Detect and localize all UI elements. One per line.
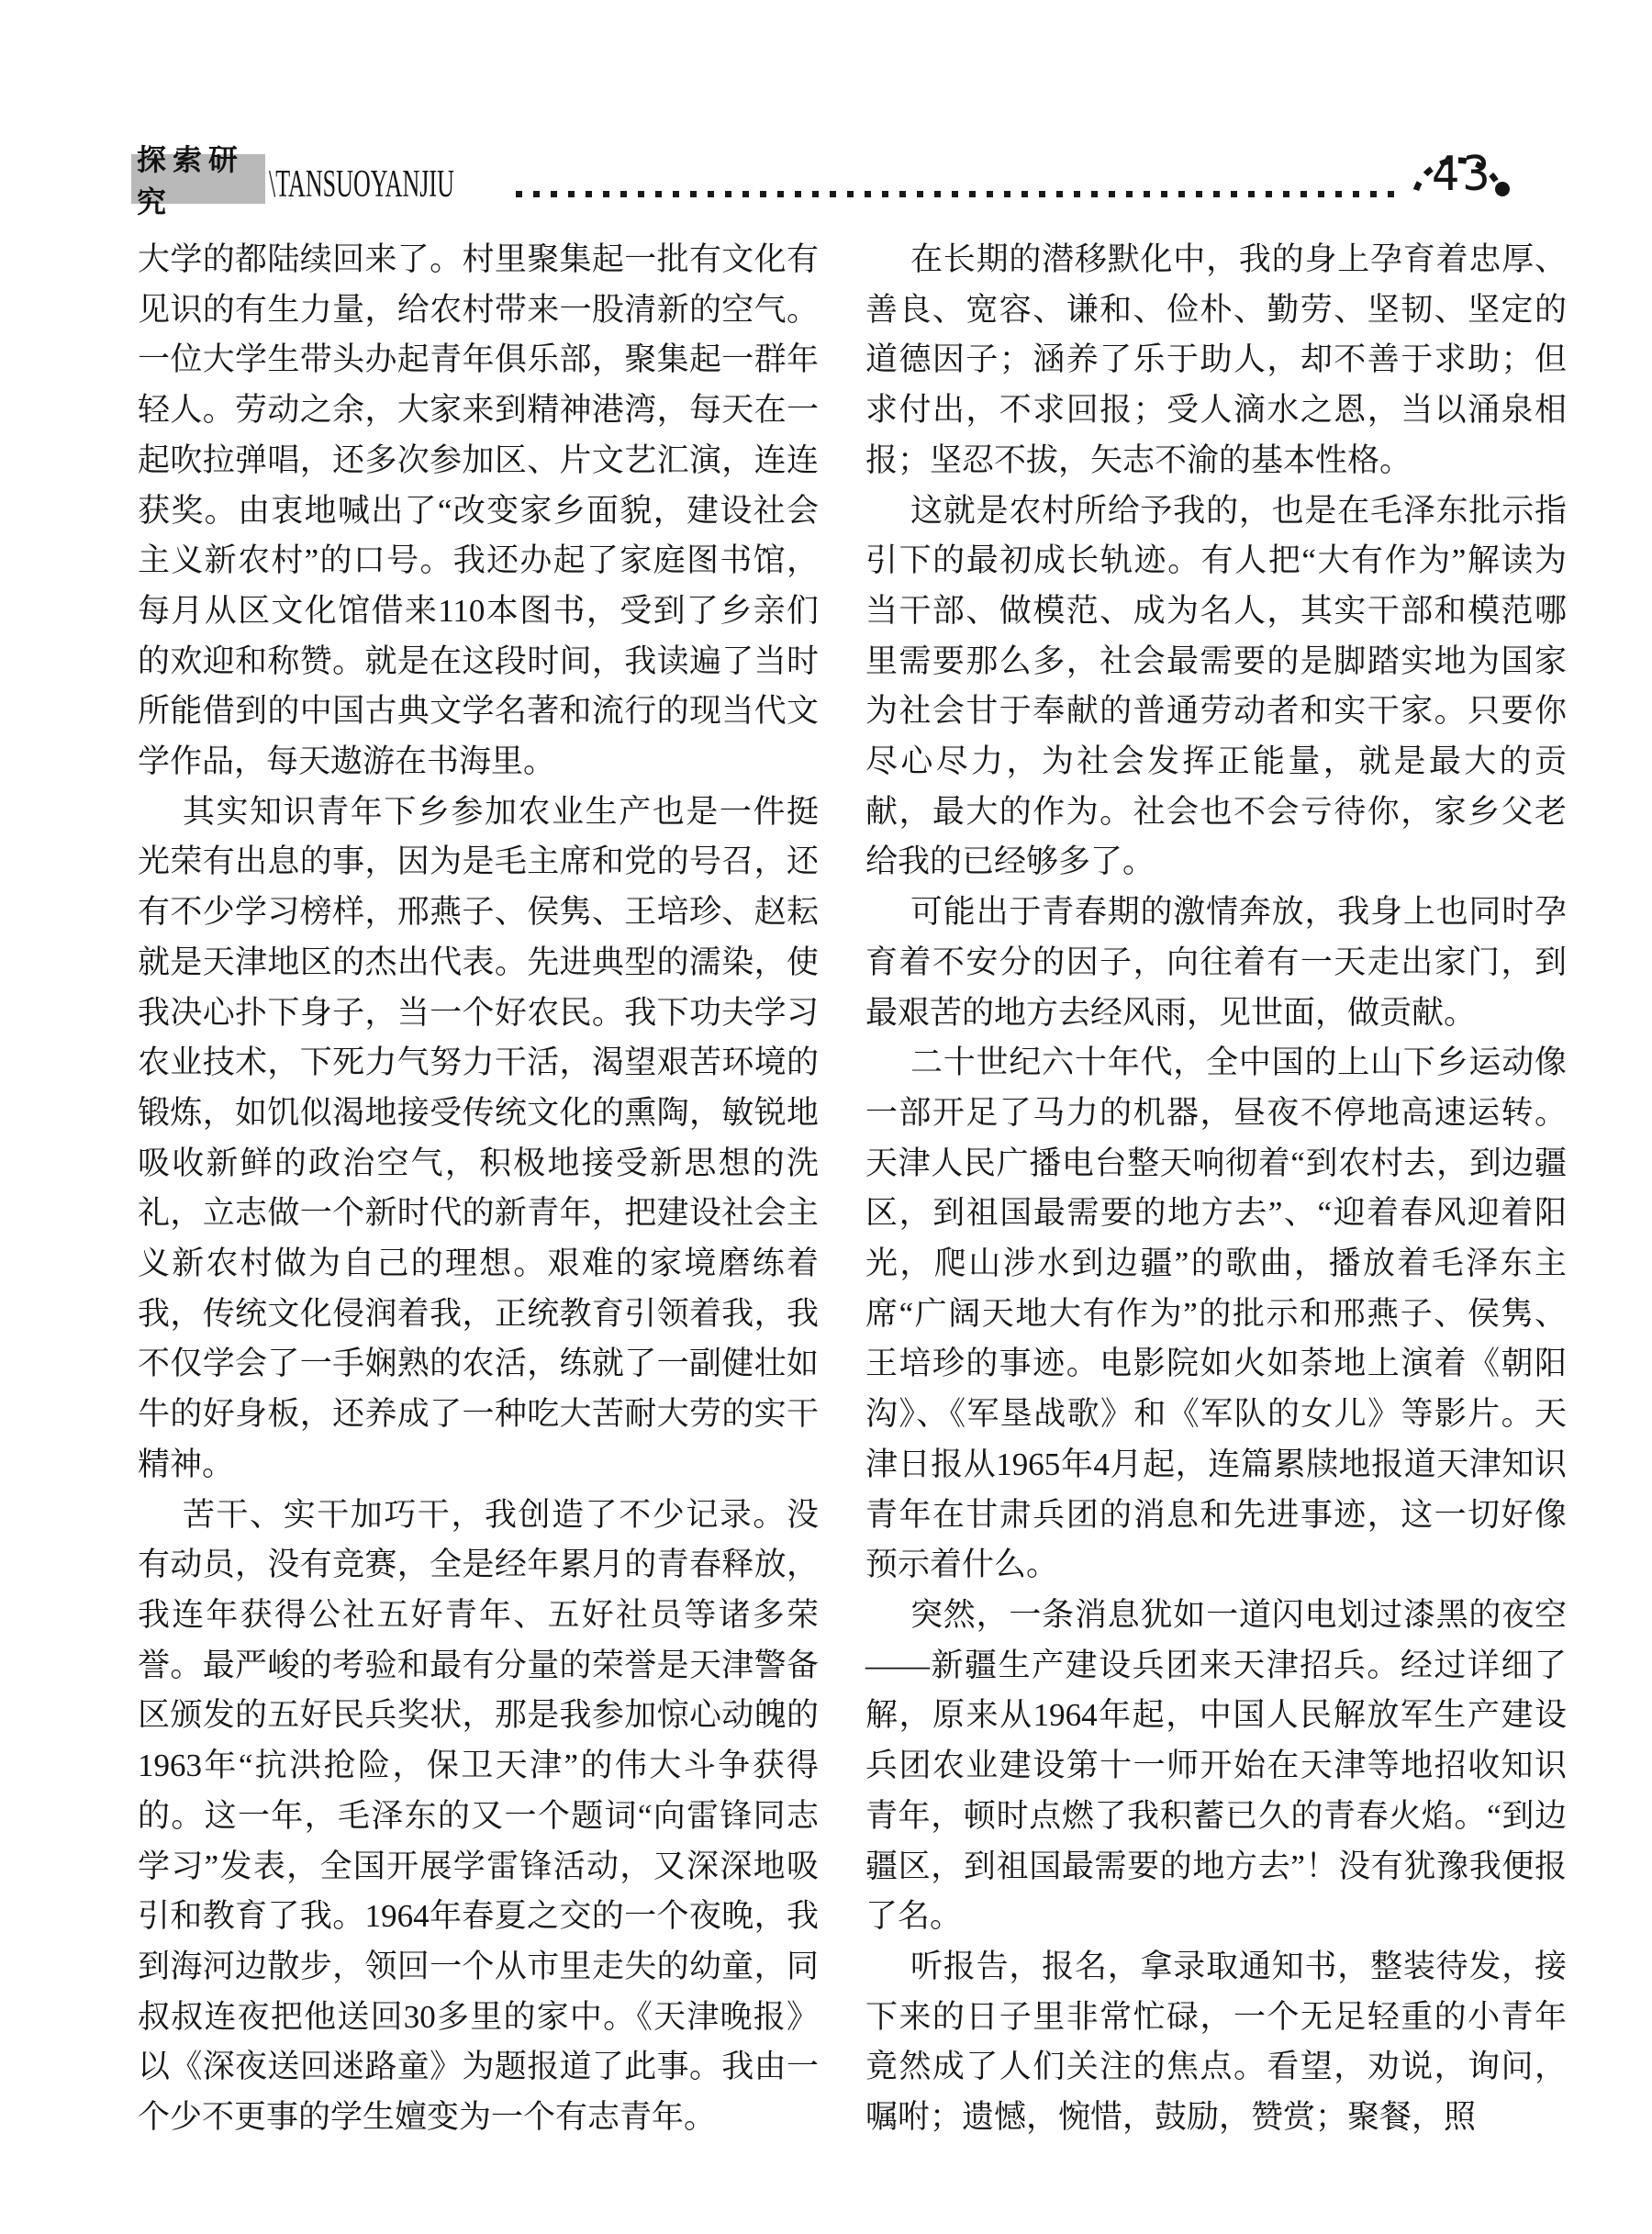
paragraph: 突然，一条消息犹如一道闪电划过漆黑的夜空——新疆生产建设兵团来天津招兵。经过详细了解，原来从1964年起，中国人民解放军生产建设兵团农业建设第十一师开始在天津等地招收知识青年，顿时点燃了我积蓄已久的青春火焰。“到边疆区，到祖国最需要的地方去”！没有犹豫我便报了名。 — [865, 1596, 1567, 1935]
arc-end-dot — [1495, 182, 1510, 196]
paragraph: 苦干、实干加巧干，我创造了不少记录。没有动员，没有竞赛，全是经年累月的青春释放，我连年获得公社五好青年、五好社员等诸多荣誉。最严峻的考验和最有分量的荣誉是天津警备区颁发的五好民兵奖状，那是我参加惊心动魄的1963年“抗洪抢险，保卫天津”的伟大斗争获得的。这一年，毛泽东的又一个题词“向雷锋同志学习”发表，全国开展学雷锋活动，又深深地吸引和教育了我。1964年春夏之交的一个夜晚，我到海河边散步，领回一个从市里走失的幼童，同叔叔连夜把他送回30多里的家中。《天津晚报》以《深夜送回迷路童》为题报道了此事。我由一个少不更事的学生嬗变为一个有志青年。 — [138, 1496, 819, 2136]
paragraph: 其实知识青年下乡参加农业生产也是一件挺光荣有出息的事，因为是毛主席和党的号召，还有不少学习榜样，邢燕子、侯隽、王培珍、赵耘就是天津地区的杰出代表。先进典型的濡染，使我决心扑下身子，当一个好农民。我下功夫学习农业技术，下死力气努力干活，渴望艰苦环境的锻炼，如饥似渴地接受传统文化的熏陶，敏锐地吸收新鲜的政治空气，积极地接受新思想的洗礼，立志做一个新时代的新青年，把建设社会主义新农村做为自己的理想。艰难的家境磨练着我，传统文化侵润着我，正统教育引领着我，我不仅学会了一手娴熟的农活，练就了一副健壮如牛的好身板，还养成了一种吃大苦耐大劳的实干精神。 — [138, 793, 819, 1482]
paragraph: 二十世纪六十年代，全中国的上山下乡运动像一部开足了马力的机器，昼夜不停地高速运转。天津人民广播电台整天响彻着“到农村去，到边疆区，到祖国最需要的地方去”、“迎着春风迎着阳光，爬山涉水到边疆”的歌曲，播放着毛泽东主席“广阔天地大有作为”的批示和邢燕子、侯隽、王培珍的事迹。电影院如火如荼地上演着《朝阳沟》、《军垦战歌》和《军队的女儿》等影片。天津日报从1965年4月起，连篇累牍地报道天津知识青年在甘肃兵团的消息和先进事迹，这一切好像预示着什么。 — [865, 1044, 1567, 1583]
column-left — [138, 235, 819, 2143]
column-right — [865, 235, 1567, 2143]
dotted-leader-line — [516, 191, 1399, 197]
paragraph: 这就是农村所给予我的，也是在毛泽东批示指引下的最初成长轨迹。有人把“大有作为”解读为当干部、做模范、成为名人，其实干部和模范哪里需要那么多，社会最需要的是脚踏实地为国家为社会甘于奉献的普通劳动者和实干家。只要你尽心尽力，为社会发挥正能量，就是最大的贡献，最大的作为。社会也不会亏待你，家乡父老给我的已经够多了。 — [865, 492, 1567, 880]
paragraph: 可能出于青春期的激情奔放，我身上也同时孕育着不安分的因子，向往着有一天走出家门，到最艰苦的地方去经风雨，见世面，做贡献。 — [865, 894, 1567, 1031]
section-pinyin: \TANSUOYANJIU — [269, 163, 454, 206]
page-number-badge — [1402, 136, 1526, 214]
page-number: 43 — [1432, 147, 1493, 202]
paragraph: 听报告，报名，拿录取通知书，整装待发，接下来的日子里非常忙碌，一个无足轻重的小青年竟然成了人们关注的焦点。看望，劝说，询问，嘱咐；遗憾，惋惜，鼓励，赞赏；聚餐，照 — [865, 1948, 1567, 2136]
page-header — [0, 0, 1652, 229]
paragraph: 在长期的潜移默化中，我的身上孕育着忠厚、善良、宽容、谦和、俭朴、勤劳、坚韧、坚定的道德因子；涵养了乐于助人，却不善于求助；但求付出，不求回报；受人滴水之恩，当以涌泉相报；坚忍不拔，矢志不渝的基本性格。 — [865, 241, 1567, 478]
paragraph: 大学的都陆续回来了。村里聚集起一批有文化有见识的有生力量，给农村带来一股清新的空气。一位大学生带头办起青年俱乐部，聚集起一群年轻人。劳动之余，大家来到精神港湾，每天在一起吹拉弹唱，还多次参加区、片文艺汇演，连连获奖。由衷地喊出了“改变家乡面貌，建设社会主义新农村”的口号。我还办起了家庭图书馆，每月从区文化馆借来110本图书，受到了乡亲们的欢迎和称赞。就是在这段时间，我读遍了当时所能借到的中国古典文学名著和流行的现当代文学作品，每天遨游在书海里。 — [138, 241, 819, 780]
section-label: 探索研究 — [131, 154, 265, 204]
